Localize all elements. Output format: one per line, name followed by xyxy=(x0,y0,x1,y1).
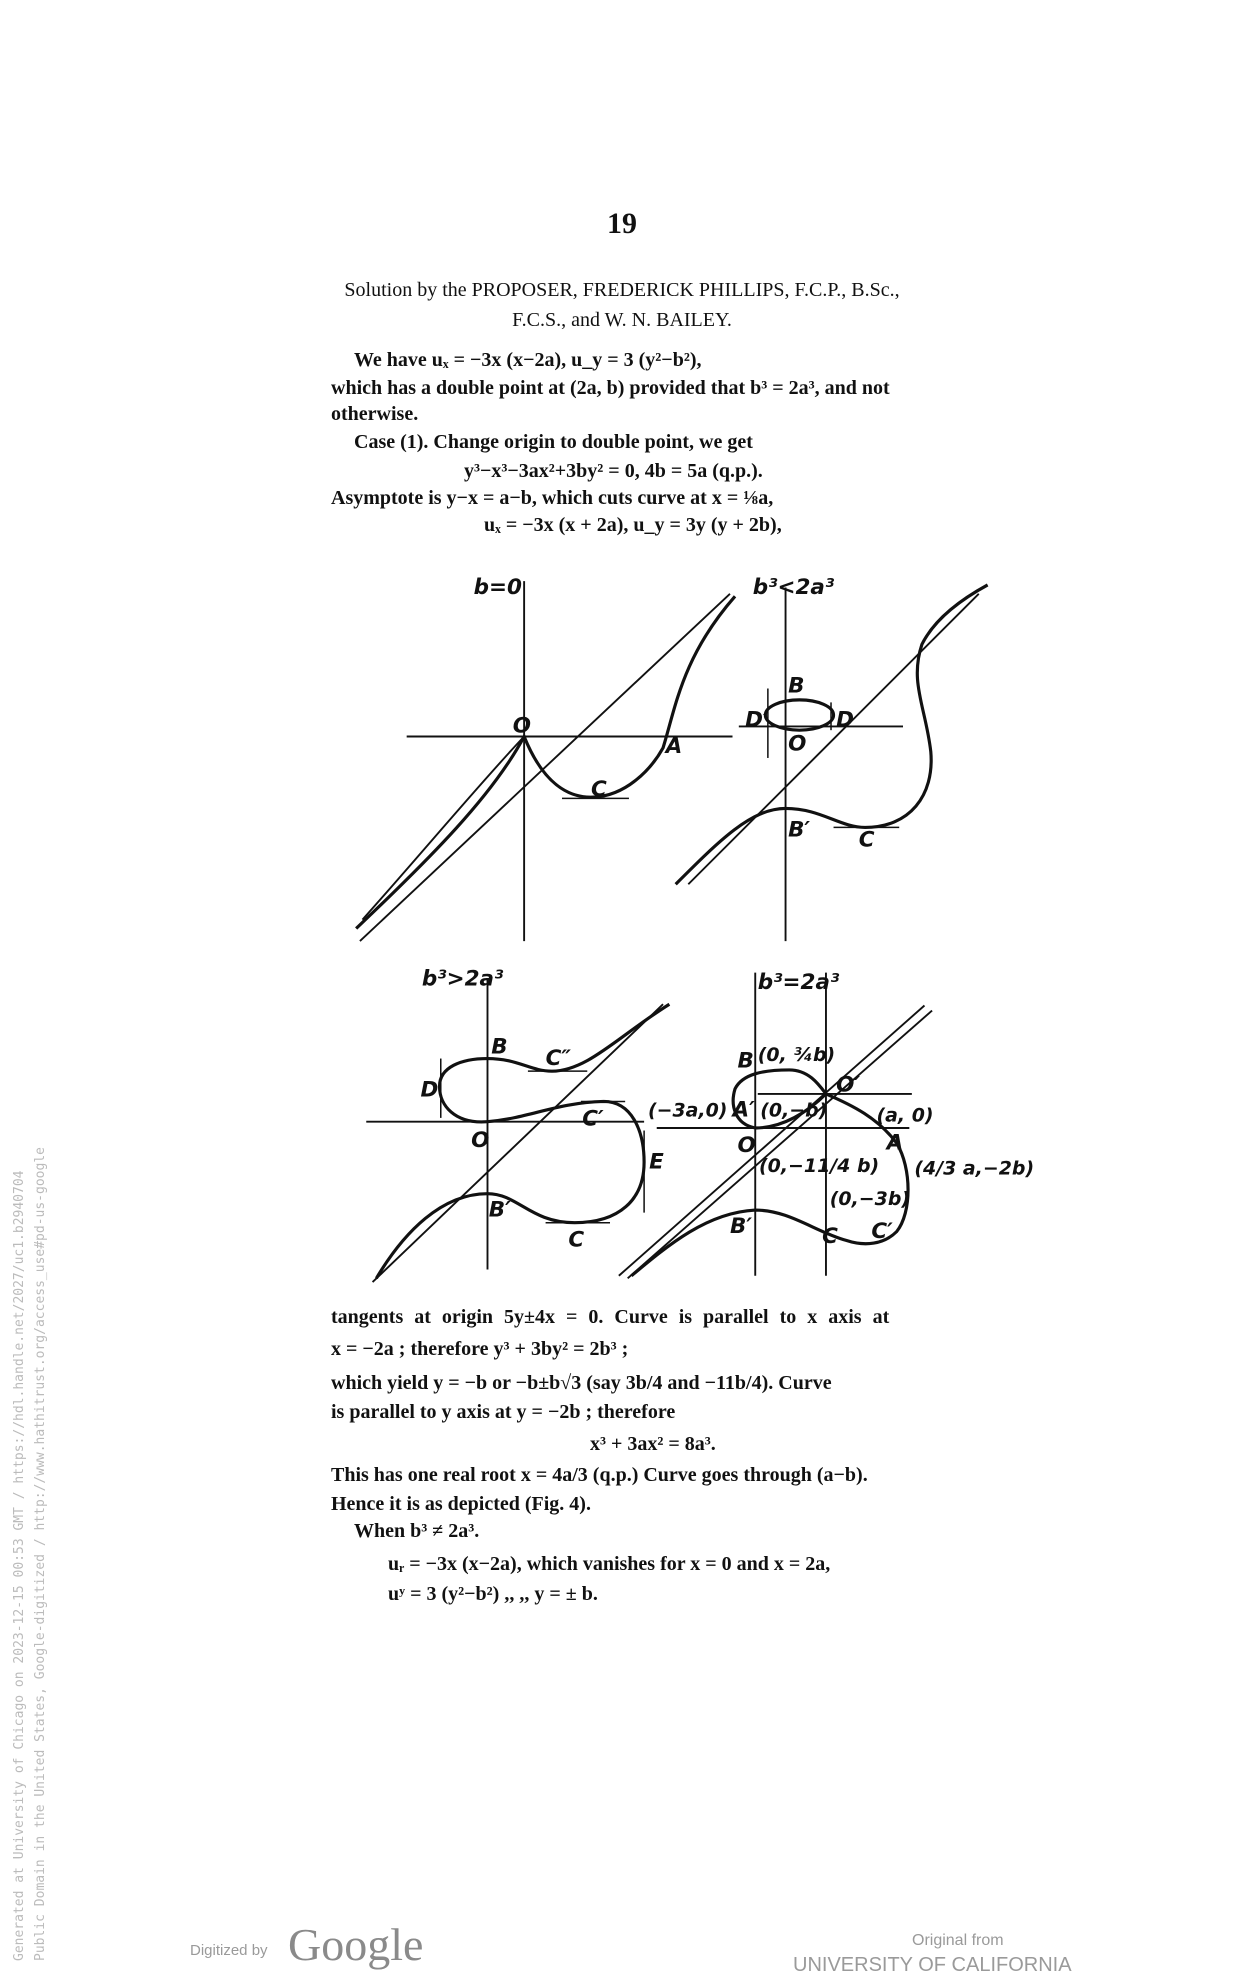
fig4-label-a-prime: A′ xyxy=(732,1097,755,1123)
text-line: This has one real root x = 4a/3 (q.p.) Curve goes through (a−b). xyxy=(331,1464,868,1486)
fig3-label-o: O xyxy=(471,1127,490,1153)
fig2-label-o: O xyxy=(788,731,807,757)
byline-line-1: Solution by the PROPOSER, FREDERICK PHILLIPS, F.C.P., B.Sc., xyxy=(344,279,900,301)
original-from-label: Original from xyxy=(912,1932,1004,1949)
text-line: Case (1). Change origin to double point, we get xyxy=(354,431,753,453)
equation: uʸ = 3 (y²−b²) ,, ,, y = ± b. xyxy=(388,1583,598,1605)
fig4-label-a-0: (a, 0) xyxy=(876,1104,934,1127)
fig2-label-c: C xyxy=(858,827,875,853)
fig4-label-o: O xyxy=(737,1132,756,1158)
text-line: otherwise. xyxy=(331,403,419,425)
fig3-label-b-prime: B′ xyxy=(488,1197,511,1223)
text-line: Asymptote is y−x = a−b, which cuts curve at x = ⅛a, xyxy=(331,487,774,509)
equation: y³−x³−3ax²+3by² = 0, 4b = 5a (q.p.). xyxy=(464,460,763,482)
institution-label: UNIVERSITY OF CALIFORNIA xyxy=(793,1954,1072,1976)
byline-line-2: F.C.S., and W. N. BAILEY. xyxy=(512,309,732,331)
text-line: Hence it is as depicted (Fig. 4). xyxy=(331,1493,591,1515)
equation: x³ + 3ax² = 8a³. xyxy=(590,1433,716,1455)
google-logo: Google xyxy=(288,1919,424,1970)
fig3-label-c-prime: C′ xyxy=(582,1106,604,1132)
equation: uᵣ = −3x (x−2a), which vanishes for x = 0 and x = 2a, xyxy=(388,1553,831,1575)
text-line: is parallel to y axis at y = −2b ; therefore xyxy=(331,1401,676,1423)
figure-b-equals-0 xyxy=(356,581,735,941)
fig4-label-0-minus-11-4b: (0,−11/4 b) xyxy=(759,1155,880,1178)
fig4-label-0-minus-b: (0,−b) xyxy=(760,1099,828,1122)
fig1-title: b=0 xyxy=(473,574,522,600)
text-line: which has a double point at (2a, b) provided that b³ = 2a³, and not xyxy=(331,377,890,399)
fig3-label-c: C xyxy=(568,1227,585,1253)
access-watermark xyxy=(9,961,51,1961)
figure-b3-greater-than-2a3 xyxy=(366,979,669,1282)
equation: uₓ = −3x (x + 2a), u_y = 3y (y + 2b), xyxy=(484,514,782,536)
text-line: tangents at origin 5y±4x = 0. Curve is parallel to x axis at xyxy=(331,1306,890,1328)
fig2-label-b: B xyxy=(788,673,805,699)
fig1-label-c: C xyxy=(591,776,607,802)
fig2-label-d-prime: D′ xyxy=(745,707,769,733)
text-line: When b³ ≠ 2a³. xyxy=(354,1520,480,1542)
text-line: x = −2a ; therefore y³ + 3by² = 2b³ ; xyxy=(331,1338,629,1360)
fig4-title: b³=2a³ xyxy=(757,970,840,996)
fig3-label-b: B xyxy=(491,1034,508,1060)
fig4-label-minus-3a-0: (−3a,0) xyxy=(647,1099,728,1122)
watermark-line-2: Public Domain in the United States, Google-digitized / http://www.hathitrust.org/access_use#pd-us-google xyxy=(33,1147,48,1961)
fig4-label-o-prime: O′ xyxy=(836,1072,860,1098)
fig3-title: b³>2a³ xyxy=(421,966,504,992)
fig4-label-b: B xyxy=(737,1048,754,1074)
fig3-label-e: E xyxy=(649,1149,664,1175)
watermark-line-1: Generated at University of Chicago on 2023-12-15 00:53 GMT / https://hdl.handle.net/2027/uc1.b2940704 xyxy=(12,1170,27,1961)
text-line: which yield y = −b or −b±b√3 (say 3b/4 and −11b/4). Curve xyxy=(331,1372,832,1394)
fig2-title: b³<2a³ xyxy=(752,574,835,600)
fig4-label-a: A xyxy=(886,1130,904,1156)
fig4-label-c-prime: C′ xyxy=(871,1218,893,1244)
fig4-label-4-3a-minus-2b: (4/3 a,−2b) xyxy=(914,1157,1035,1180)
fig3-label-d: D xyxy=(420,1077,439,1103)
fig4-label-c: C xyxy=(822,1223,838,1249)
fig3-label-c-double-prime: C″ xyxy=(545,1045,571,1071)
fig2-label-b-prime: B′ xyxy=(788,817,811,843)
fig4-label-b-prime: B′ xyxy=(729,1213,753,1239)
fig1-label-a: A xyxy=(665,733,683,759)
text-line: We have uₓ = −3x (x−2a), u_y = 3 (y²−b²), xyxy=(354,349,702,371)
digitized-by-label: Digitized by xyxy=(190,1942,268,1959)
fig1-label-o: O xyxy=(512,713,532,739)
fig2-label-d: D xyxy=(836,707,854,733)
page-number: 19 xyxy=(607,207,637,240)
fig4-label-0-3-4b: (0, ¾b) xyxy=(757,1044,836,1067)
fig4-label-0-minus-3b: (0,−3b) xyxy=(829,1188,911,1211)
figure-b3-less-than-2a3 xyxy=(676,585,988,941)
